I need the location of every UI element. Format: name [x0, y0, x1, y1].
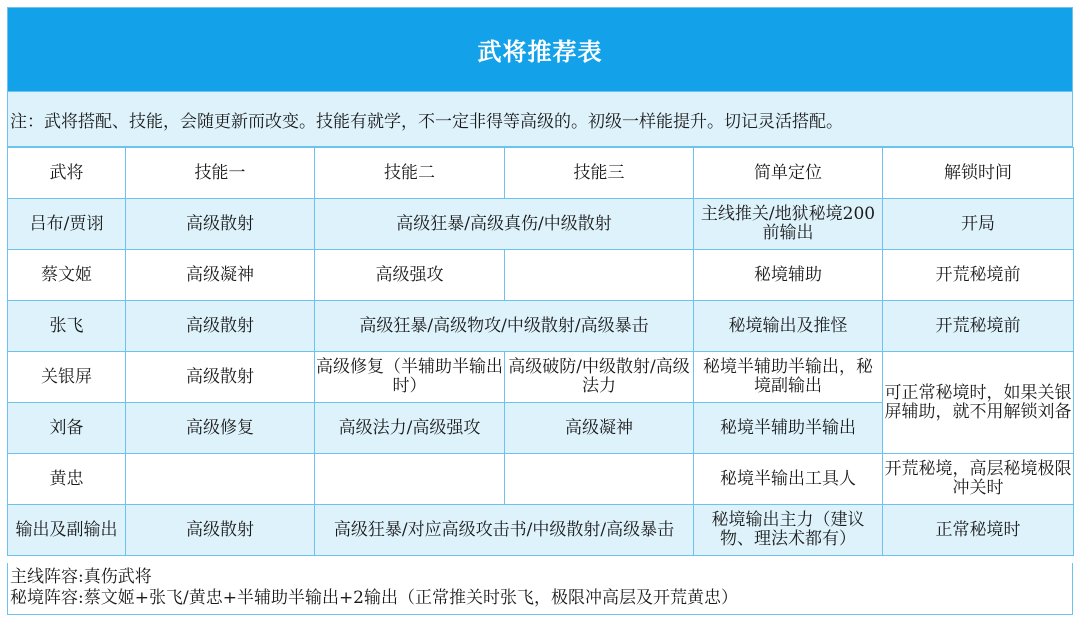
skill2-cell: [315, 454, 505, 505]
role-cell: 秘境辅助: [694, 250, 883, 301]
role-cell: 秘境输出主力（建议物、理法术都有）: [694, 505, 883, 556]
unlock-cell: 正常秘境时: [883, 505, 1074, 556]
skill3-cell: 高级破防/中级散射/高级法力: [505, 352, 694, 403]
table-row: [8, 250, 1074, 301]
header-cell-hero: 武将: [8, 148, 126, 199]
unlock-cell: 可正常秘境时，如果关银屏辅助，就不用解锁刘备: [883, 352, 1074, 454]
header-cell-skill2: 技能二: [315, 148, 505, 199]
skill2-3-cell: 高级狂暴/对应高级攻击书/中级散射/高级暴击: [315, 505, 694, 556]
hero-name-cell: 关银屏: [8, 352, 126, 403]
skill1-cell: [126, 454, 315, 505]
hero-name-cell: 输出及副输出: [8, 505, 126, 556]
hero-table: [7, 147, 1074, 556]
skill3-cell: [505, 454, 694, 505]
secret-realm-lineup-text: 秘境阵容:蔡文姬+张飞/黄忠+半辅助半输出+2输出（正常推关时张飞，极限冲高层及开荒黄忠）: [10, 588, 739, 608]
role-cell: 秘境半输出工具人: [694, 454, 883, 505]
skill2-cell: 高级修复（半辅助半输出时）: [315, 352, 505, 403]
unlock-cell: 开荒秘境前: [883, 250, 1074, 301]
hero-name-cell: 刘备: [8, 403, 126, 454]
role-cell: 秘境输出及推怪: [694, 301, 883, 352]
unlock-cell: 开荒秘境，高层秘境极限冲关时: [883, 454, 1074, 505]
skill1-cell: 高级凝神: [126, 250, 315, 301]
skill2-cell: 高级强攻: [315, 250, 505, 301]
header-cell-role: 简单定位: [694, 148, 883, 199]
role-cell: 秘境半辅助半输出，秘境副输出: [694, 352, 883, 403]
header-cell-unlock: 解锁时间: [883, 148, 1074, 199]
header-cell-skill3: 技能三: [505, 148, 694, 199]
page-title: 武将推荐表: [7, 7, 1073, 92]
main-lineup-text: 主线阵容:真伤武将: [10, 567, 152, 587]
table-row: [8, 199, 1074, 250]
table-row: [8, 352, 1074, 403]
role-cell: 主线推关/地狱秘境200前输出: [694, 199, 883, 250]
skill1-cell: 高级散射: [126, 505, 315, 556]
table-row: [8, 454, 1074, 505]
note-text: 注：武将搭配、技能，会随更新而改变。技能有就学，不一定非得等高级的。初级一样能提升。切记灵活搭配。: [7, 92, 1073, 147]
header-cell-skill1: 技能一: [126, 148, 315, 199]
skill2-3-cell: 高级狂暴/高级真伤/中级散射: [315, 199, 694, 250]
skill3-cell: 高级凝神: [505, 403, 694, 454]
skill2-3-cell: 高级狂暴/高级物攻/中级散射/高级暴击: [315, 301, 694, 352]
table-row: [8, 301, 1074, 352]
recommendation-sheet: [7, 7, 1073, 615]
table-row: [8, 505, 1074, 556]
skill1-cell: 高级散射: [126, 352, 315, 403]
skill1-cell: 高级散射: [126, 199, 315, 250]
unlock-cell: 开局: [883, 199, 1074, 250]
table-header-row: [8, 148, 1074, 199]
skill1-cell: 高级修复: [126, 403, 315, 454]
lineup-notes: [7, 563, 1073, 615]
hero-name-cell: 蔡文姬: [8, 250, 126, 301]
hero-name-cell: 黄忠: [8, 454, 126, 505]
role-cell: 秘境半辅助半输出: [694, 403, 883, 454]
unlock-cell: 开荒秘境前: [883, 301, 1074, 352]
skill3-cell: [505, 250, 694, 301]
skill1-cell: 高级散射: [126, 301, 315, 352]
hero-name-cell: 张飞: [8, 301, 126, 352]
hero-name-cell: 吕布/贾诩: [8, 199, 126, 250]
skill2-cell: 高级法力/高级强攻: [315, 403, 505, 454]
